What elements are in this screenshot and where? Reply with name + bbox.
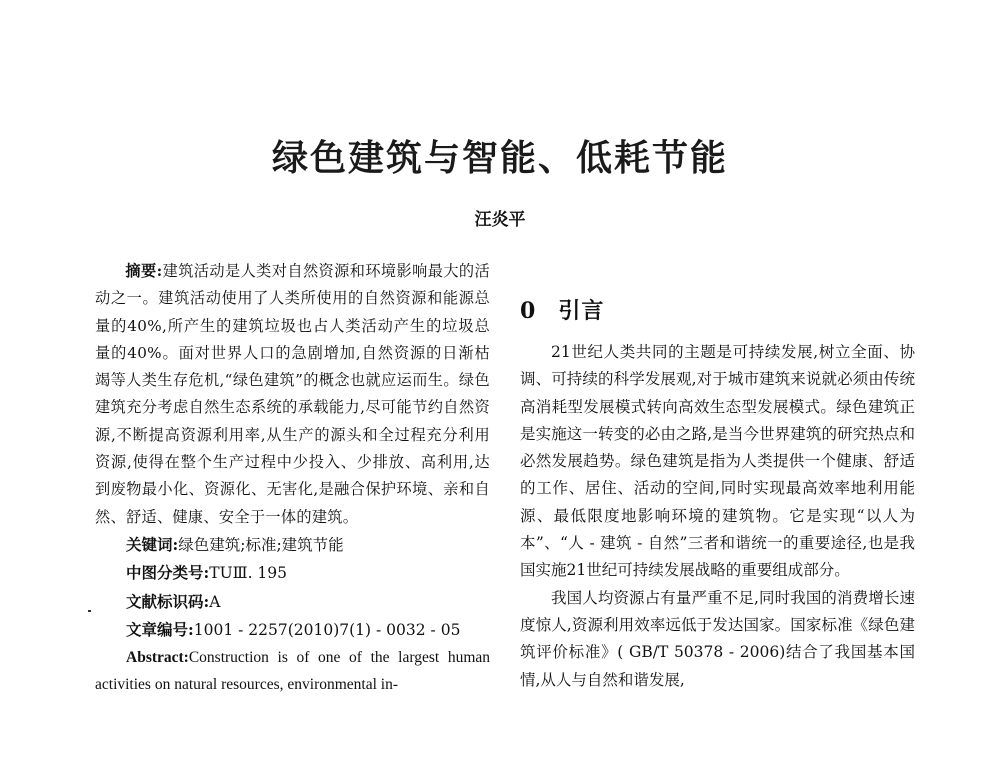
- section-heading: [520, 294, 915, 325]
- english-abstract-label: Abstract:: [126, 649, 189, 667]
- abstract-text: 建筑活动是人类对自然资源和环境影响最大的活动之一。建筑活动使用了人类所使用的自然资源和能源总量的40%,所产生的建筑垃圾也占人类活动产生的垃圾总量的40%。面对世界人口的急剧增加,自然资源的日渐枯竭等人类生存危机,“绿色建筑”的概念也就应运而生。绿色建筑充分考虑自然生态系统的承载能力,尽可能节约自然资源,不断提高资源利用率,从生产的源头和全过程充分利用资源,使得在整个生产过程中少投入、少排放、高利用,达到废物最小化、资源化、无害化,是融合保护环境、亲和自然、舒适、健康、安全于一体的建筑。: [95, 262, 490, 526]
- article-no-line: [95, 616, 490, 644]
- article-no-label: 文章编号:: [126, 619, 194, 639]
- right-column: [520, 258, 915, 694]
- author-name: 汪炎平: [474, 210, 526, 230]
- article-no-value: 1001 - 2257(2010)7(1) - 0032 - 05: [193, 620, 461, 639]
- paper-title: 绿色建筑与智能、低耗节能: [271, 137, 728, 179]
- abstract-label: 摘要:: [125, 262, 163, 280]
- clc-label: 中图分类号:: [126, 563, 210, 583]
- keywords-value: 绿色建筑;标准;建筑节能: [178, 535, 344, 554]
- clc-line: [95, 559, 490, 587]
- chinese-abstract: [95, 258, 490, 531]
- clc-value: TUⅢ. 195: [209, 564, 288, 583]
- intro-paragraph-1: 21世纪人类共同的主题是可持续发展,树立全面、协调、可持续的科学发展观,对于城市建筑来说就必须由传统高消耗型发展模式转向高效生态型发展模式。绿色建筑正是实施这一转变的必由之路,是当今世界建筑的研究热点和必然发展趋势。绿色建筑是指为人类提供一个健康、舒适的工作、居住、活动的空间,同时实现最高效率地利用能源、最低限度地影响环境的建筑物。它是实现“以人为本”、“人 - 建筑 - 自然”三者和谐统一的重要途径,也是我国实施21世纪可持续发展战略的重要组成部分。: [520, 343, 915, 580]
- keywords-line: [95, 531, 490, 559]
- english-abstract-text: Construction is of one of the largest human activities on natural resources, environmental in-: [95, 649, 490, 694]
- margin-mark: [88, 610, 91, 612]
- english-abstract: [95, 644, 490, 699]
- section-number: 0: [520, 298, 537, 324]
- left-column: [95, 258, 490, 699]
- doc-code-line: [95, 588, 490, 616]
- section-title: 引言: [558, 298, 605, 324]
- doc-code-value: A: [209, 592, 221, 611]
- doc-code-label: 文献标识码:: [126, 591, 210, 611]
- intro-paragraph-2: 我国人均资源占有量严重不足,同时我国的消费增长速度惊人,资源利用效率远低于发达国家。国家标准《绿色建筑评价标准》( GB/T 50378 - 2006)结合了我国基本国情,从人与自然和谐发展,: [520, 588, 915, 689]
- keywords-label: 关键词:: [126, 534, 179, 554]
